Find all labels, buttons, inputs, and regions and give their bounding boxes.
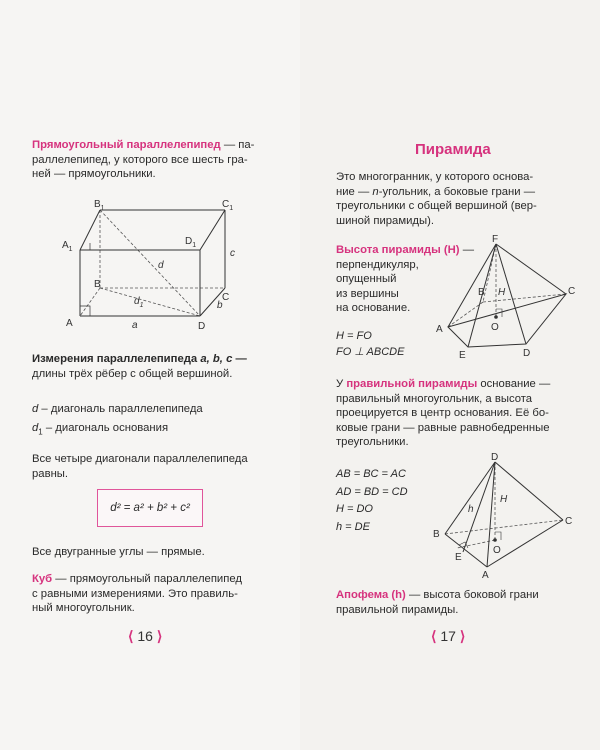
- label-O2: O: [493, 545, 501, 556]
- page-title: Пирамида: [415, 141, 491, 158]
- label-c: c: [230, 248, 235, 259]
- label-D: D: [523, 348, 531, 359]
- label-B: B: [478, 287, 485, 298]
- label-O: O: [491, 322, 499, 333]
- label-b: b: [217, 300, 223, 311]
- regular-pyramid-definition: У правильной пирамиды основание — правильный многоугольник, а высота проецируется в центр основания. Её бо- ковые грани — равные равнобедренные треугольники.: [336, 378, 551, 448]
- right-page: [300, 0, 600, 750]
- regular-pyramid-equations: AB = BC = AC AD = BD = CD H = DO h = DE: [336, 468, 408, 533]
- diagonal-definitions: d – диагональ параллелепипеда $d_1$ – диагональ основания: [32, 403, 203, 436]
- label-A: A: [436, 324, 443, 335]
- height-definition: Высота пирамиды (H) — перпендикуляр, опущенный из вершины на основание.: [336, 244, 474, 314]
- height-equations: H = FO FO ⊥ ABCDE: [336, 330, 405, 358]
- pyramid-definition: Это многогранник, у которого основа- ние — n-угольник, а боковые грани — треугольники с общей вершиной (вер- шиной пирамиды).: [336, 171, 537, 227]
- page-number-left: ⟨ 16 ⟩: [128, 628, 163, 644]
- label-C1: $C_1$: [222, 199, 234, 212]
- label-B2: B: [433, 529, 440, 540]
- apothem-definition: Апофема (h) — высота боковой грани правильной пирамиды.: [336, 589, 539, 616]
- label-D1: $D_1$: [185, 236, 197, 249]
- diagonal-formula: d² = a² + b² + c²: [97, 489, 203, 527]
- label-D: D: [198, 321, 206, 332]
- label-H2: H: [500, 494, 508, 505]
- regular-pyramid-figure: [425, 452, 575, 582]
- dihedral-angles-text: Все двугранные углы — прямые.: [32, 546, 205, 558]
- label-d1: $d_1$: [134, 296, 144, 309]
- label-a: a: [132, 320, 138, 331]
- cuboid-figure: [50, 198, 260, 338]
- label-B1: $B_1$: [94, 199, 105, 212]
- label-C: C: [222, 292, 230, 303]
- label-H: H: [498, 287, 506, 298]
- diagonals-equal-text: Все четыре диагонали параллелепипеда равны.: [32, 453, 248, 480]
- label-A1: $A_1$: [62, 240, 73, 253]
- label-A2: A: [482, 570, 489, 581]
- label-E: E: [459, 350, 466, 361]
- pyramid-figure: [428, 232, 578, 362]
- label-B: B: [94, 279, 101, 290]
- label-C: C: [568, 286, 576, 297]
- dimensions-definition: Измерения параллелепипеда a, b, c — длины трёх рёбер с общей вершиной.: [32, 353, 247, 380]
- label-F: F: [492, 234, 499, 245]
- cuboid-definition: Прямоугольный параллелепипед — па- раллелепипед, у которого все шесть гра- ней — прямоугольники.: [32, 139, 255, 180]
- label-h: h: [468, 504, 474, 515]
- label-E2: E: [455, 552, 462, 563]
- label-D2: D: [491, 452, 499, 463]
- page-number-right: ⟨ 17 ⟩: [431, 628, 466, 644]
- label-A: A: [66, 318, 73, 329]
- label-C2: C: [565, 516, 573, 527]
- cube-definition: Куб — прямоугольный параллелепипед с равными измерениями. Это правиль- ный многоугольник.: [32, 573, 242, 614]
- label-d: d: [158, 260, 164, 271]
